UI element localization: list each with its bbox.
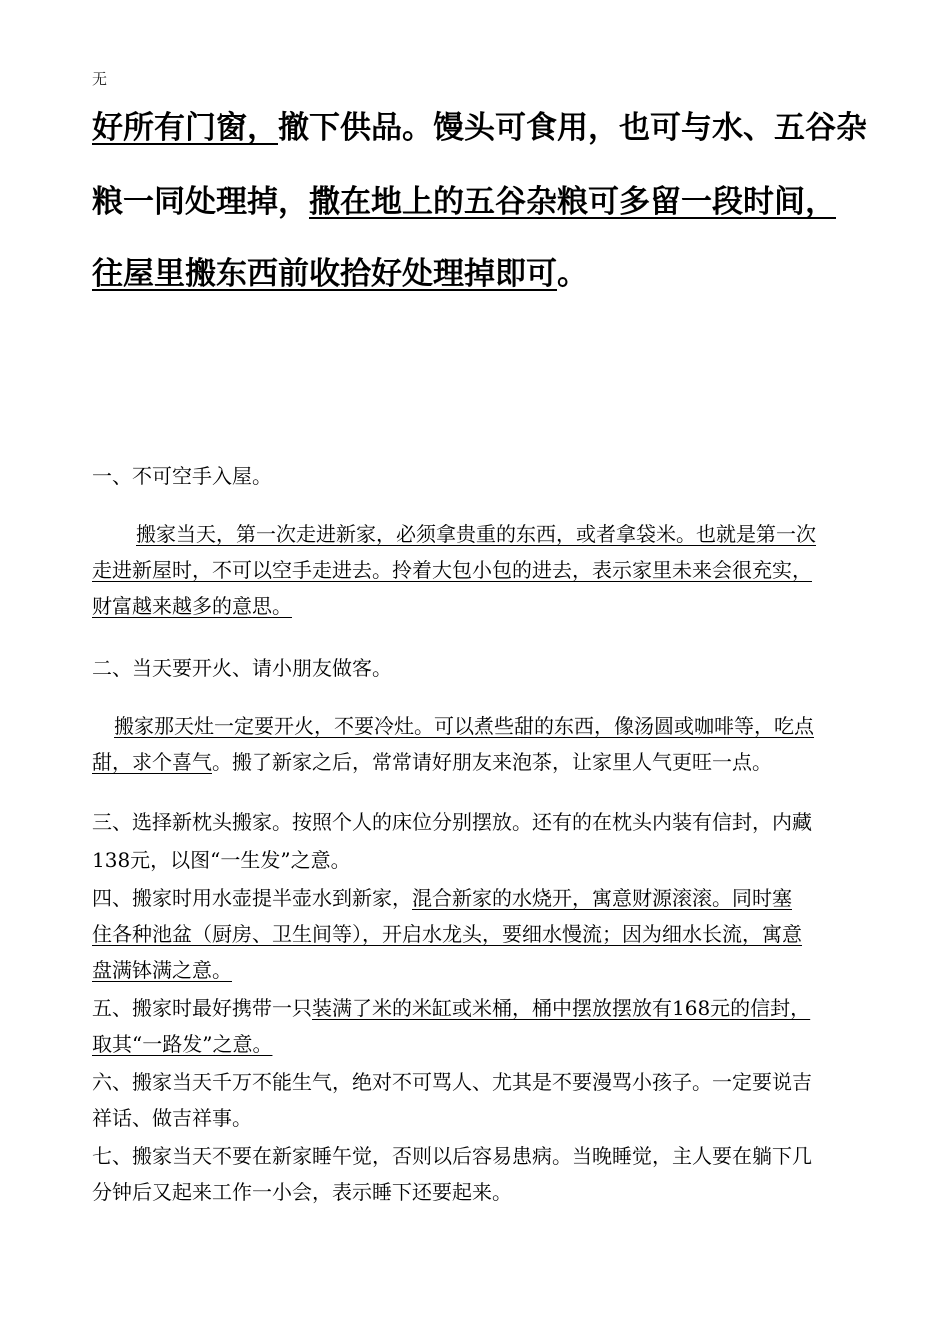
section-2-line-2-rest: 。搬了新家之后，常常请好朋友来泡茶，让家里人气更旺一点。 xyxy=(212,750,772,774)
section-4-line-3 xyxy=(92,956,232,984)
section-2-line-1 xyxy=(114,712,814,740)
section-2-line-2 xyxy=(92,748,772,776)
section-5-line-1-underlined: 装满了米的米缸或米桶，桶中摆放摆放有168元的信封， xyxy=(312,996,811,1020)
top-line-1-rest: 撤下供品。馒头可食用，也可与水、五谷杂 xyxy=(278,110,867,146)
top-line-3-underlined: 往屋里搬东西前收拾好处理掉即可 xyxy=(92,256,557,292)
section-1-title: 一、不可空手入屋。 xyxy=(92,464,272,488)
top-line-2-underlined: 撒在地上的五谷杂粮可多留一段时间， xyxy=(309,184,836,220)
section-1-line-1 xyxy=(136,520,816,548)
section-2-line-1-text: 搬家那天灶一定要开火，不要冷灶。可以煮些甜的东西，像汤圆或咖啡等，吃点 xyxy=(114,714,814,738)
section-7-line-2: 分钟后又起来工作一小会，表示睡下还要起来。 xyxy=(92,1180,512,1204)
section-3-line-1: 三、选择新枕头搬家。按照个人的床位分别摆放。还有的在枕头内装有信封，内藏 xyxy=(92,810,812,834)
section-2-title: 二、当天要开火、请小朋友做客。 xyxy=(92,656,392,680)
section-5-line-2 xyxy=(92,1030,272,1058)
section-1-line-1-text: 搬家当天，第一次走进新家，必须拿贵重的东西，或者拿袋米。也就是第一次 xyxy=(136,522,816,546)
top-line-2 xyxy=(92,182,872,222)
section-1-line-3 xyxy=(92,592,292,620)
section-4-line-1-underlined: 混合新家的水烧开，寓意财源滚滚。同时塞 xyxy=(412,886,792,910)
top-line-1 xyxy=(92,108,872,148)
section-1-line-2 xyxy=(92,556,812,584)
section-6-line-1: 六、搬家当天千万不能生气，绝对不可骂人、尤其是不要漫骂小孩子。一定要说吉 xyxy=(92,1070,812,1094)
top-line-2-plain: 粮一同处理掉， xyxy=(92,184,309,220)
section-5-line-2-text: 取其“一路发”之意。 xyxy=(92,1032,273,1056)
section-4-line-1-plain: 四、搬家时用水壶提半壶水到新家， xyxy=(92,886,412,910)
section-1-line-2-text: 走进新屋时，不可以空手走进去。拎着大包小包的进去，表示家里未来会很充实， xyxy=(92,558,812,582)
section-1-line-3-text: 财富越来越多的意思。 xyxy=(92,594,292,618)
top-line-3-rest: 。 xyxy=(557,256,588,292)
header-label: 无 xyxy=(92,70,108,88)
section-5-line-1-plain: 五、搬家时最好携带一只 xyxy=(92,996,312,1020)
top-line-1-underlined: 好所有门窗， xyxy=(92,110,278,146)
section-2-line-2-underlined: 甜，求个喜气 xyxy=(92,750,212,774)
section-4-line-3-text: 盘满钵满之意。 xyxy=(92,958,232,982)
section-6-line-2: 祥话、做吉祥事。 xyxy=(92,1106,252,1130)
section-7-line-1: 七、搬家当天不要在新家睡午觉，否则以后容易患病。当晚睡觉，主人要在躺下几 xyxy=(92,1144,812,1168)
section-4-line-2-text: 住各种池盆（厨房、卫生间等），开启水龙头，要细水慢流；因为细水长流，寓意 xyxy=(92,922,802,946)
section-5-line-1 xyxy=(92,994,810,1022)
section-4-line-2 xyxy=(92,920,802,948)
section-4-line-1 xyxy=(92,884,792,912)
top-line-3 xyxy=(92,254,872,294)
section-3-line-2: 138元，以图“一生发”之意。 xyxy=(92,848,351,872)
